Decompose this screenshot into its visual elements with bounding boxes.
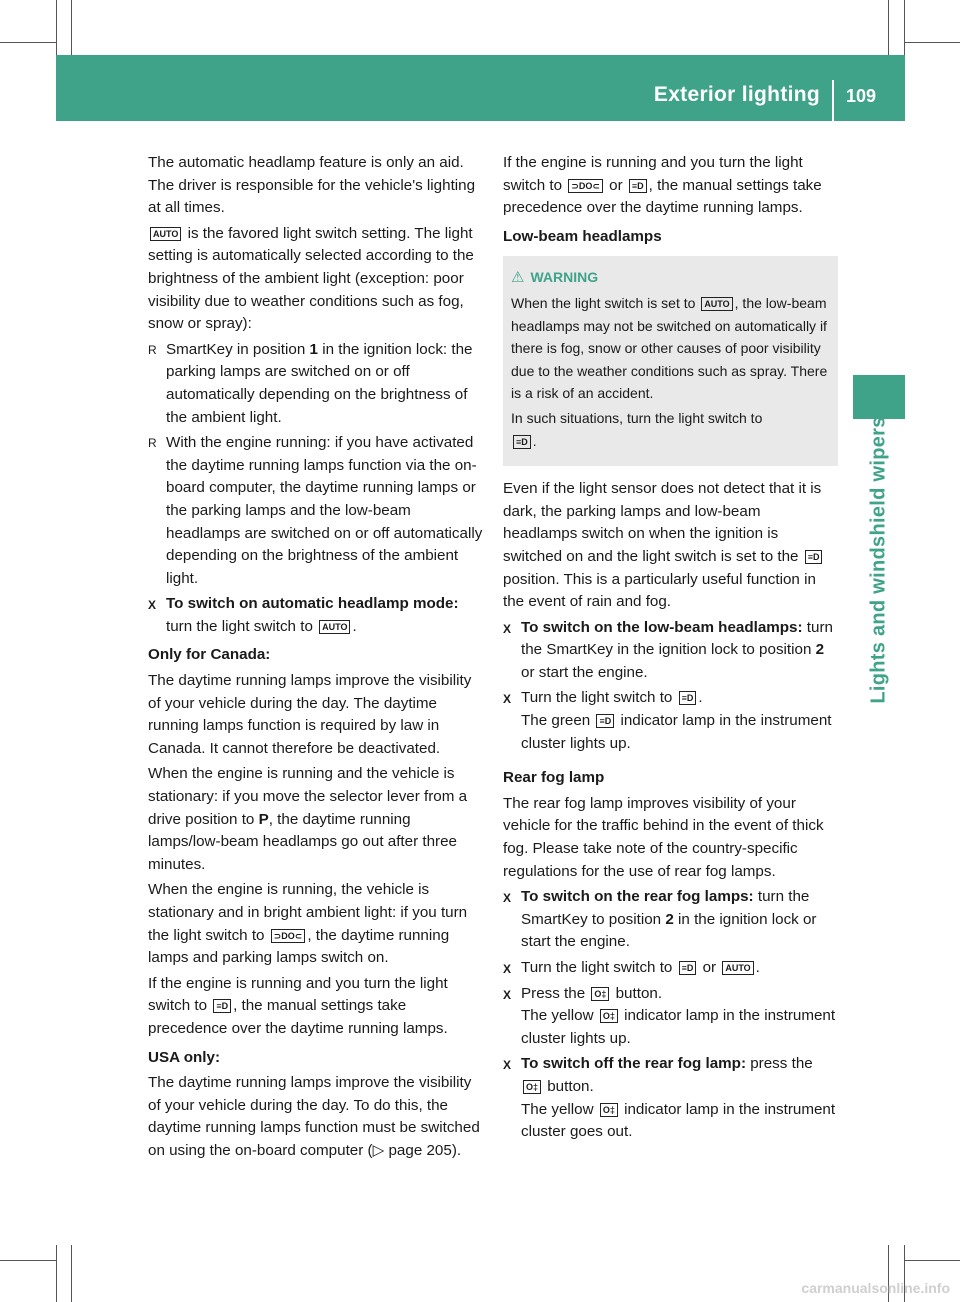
warning-text: In such situations, turn the light switch to ≡D . bbox=[511, 409, 763, 449]
paragraph: If the engine is running and you turn the light switch to ⊃DO⊂ or ≡D , the manual settings take precedence over the daytime running lamps. bbox=[503, 154, 822, 217]
crop-mark bbox=[888, 0, 889, 56]
auto-icon: AUTO bbox=[722, 961, 753, 975]
page-title: Exterior lighting bbox=[653, 83, 820, 106]
crop-mark bbox=[56, 1245, 57, 1302]
warning-text: When the light switch is set to AUTO , the low-beam headlamps may not be switched on automatically if there is fog, snow or other causes of poor visibility due to the weather conditions such as spray. There is a risk of an accident. bbox=[511, 294, 828, 402]
crop-mark bbox=[904, 0, 905, 56]
low-beam-icon: ≡D bbox=[513, 435, 531, 449]
crop-mark bbox=[0, 42, 56, 43]
low-beam-icon: ≡D bbox=[629, 179, 647, 193]
paragraph: The automatic headlamp feature is only an aid. The driver is responsible for the vehicle's lighting at all times. bbox=[148, 154, 476, 217]
fog-lamp-icon: O‡ bbox=[600, 1009, 618, 1023]
fog-lamp-icon: O‡ bbox=[591, 987, 609, 1001]
instruction: X To switch off the rear fog lamp: press the O‡ button. The yellow O‡ indicator lamp in the instrument cluster goes out. bbox=[503, 1055, 836, 1141]
page-reference[interactable]: ▷ page 205). bbox=[372, 1141, 462, 1159]
crop-mark bbox=[71, 1245, 72, 1302]
watermark: carmanualsonline.info bbox=[801, 1280, 950, 1296]
arrow-icon: X bbox=[503, 962, 512, 976]
instruction: X To switch on the rear fog lamps: turn the SmartKey to position 2 in the ignition lock or start the engine. bbox=[503, 888, 817, 951]
left-column bbox=[148, 152, 483, 1166]
paragraph: When the engine is running, the vehicle is stationary and in bright ambient light: if you turn the light switch to ⊃DO⊂ , the daytime running lamps and parking lamps switch on. bbox=[148, 881, 468, 967]
parking-lamp-icon: ⊃DO⊂ bbox=[568, 179, 603, 193]
arrow-icon: X bbox=[503, 891, 512, 906]
warning-box bbox=[503, 256, 838, 466]
list-item: R SmartKey in position 1 in the ignition lock: the parking lamps are switched on or off automatically depending on the brightness of the ambient light. bbox=[148, 340, 473, 426]
low-beam-icon: ≡D bbox=[805, 550, 823, 564]
parking-lamp-icon: ⊃DO⊂ bbox=[271, 929, 306, 943]
right-column bbox=[503, 152, 838, 1147]
crop-mark bbox=[0, 1260, 56, 1261]
paragraph: The daytime running lamps improve the visibility of your vehicle during the day. The daytime running lamps function is required by law in Canada. It cannot therefore be deactivated. bbox=[148, 672, 472, 757]
low-beam-icon: ≡D bbox=[679, 961, 697, 975]
list-item: R With the engine running: if you have activated the daytime running lamps function via the on-board computer, the daytime running lamps or the parking lamps and the low-beam headlamps are switched on or off automatically depending on the brightness of the ambient light. bbox=[148, 434, 483, 587]
crop-mark bbox=[56, 0, 57, 56]
low-beam-icon: ≡D bbox=[679, 691, 697, 705]
fog-lamp-icon: O‡ bbox=[523, 1080, 541, 1094]
instruction: X Press the O‡ button. The yellow O‡ indicator lamp in the instrument cluster lights up. bbox=[503, 984, 836, 1047]
paragraph: When the engine is running and the vehicle is stationary: if you move the selector lever from a drive position to P, the daytime running lamps/low-beam headlamps go out after three minutes. bbox=[148, 765, 468, 873]
header-divider bbox=[832, 80, 834, 121]
arrow-icon: X bbox=[503, 1058, 512, 1073]
crop-mark bbox=[71, 0, 72, 56]
crop-mark bbox=[905, 42, 960, 43]
crop-mark bbox=[905, 1260, 960, 1261]
side-tab bbox=[853, 375, 905, 419]
warning-title: WARNING bbox=[530, 269, 599, 286]
instruction: X Turn the light switch to ≡D or AUTO . bbox=[503, 957, 838, 980]
paragraph: Even if the light sensor does not detect that it is dark, the parking lamps and low-beam headlamps switch on when the ignition is switched on and the light switch is set to the ≡D position. This is a particularly useful function in the event of rain and fog. bbox=[503, 480, 822, 611]
auto-icon: AUTO bbox=[701, 297, 732, 311]
instruction: X To switch on the low-beam headlamps: turn the SmartKey in the ignition lock to position 2 or start the engine. bbox=[503, 618, 833, 681]
page-number: 109 bbox=[846, 86, 877, 106]
warning-icon: ⚠ bbox=[511, 269, 525, 287]
section-heading: USA only: bbox=[148, 1048, 220, 1066]
bullet-icon: R bbox=[148, 342, 157, 357]
instruction: X Turn the light switch to ≡D . The green ≡D indicator lamp in the instrument cluster lights up. bbox=[503, 689, 832, 752]
instruction: X To switch on automatic headlamp mode: turn the light switch to AUTO . bbox=[148, 595, 459, 635]
section-heading: Only for Canada: bbox=[148, 646, 271, 664]
paragraph: The rear fog lamp improves visibility of your vehicle for the traffic behind in the event of thick fog. Please take note of the country-specific regulations for the use of rear fog lamps. bbox=[503, 794, 824, 880]
low-beam-icon: ≡D bbox=[596, 714, 614, 728]
section-heading: Low-beam headlamps bbox=[503, 227, 662, 245]
arrow-icon: X bbox=[503, 987, 512, 1002]
arrow-icon: X bbox=[503, 621, 512, 636]
bullet-icon: R bbox=[148, 436, 157, 451]
paragraph: AUTO is the favored light switch setting. The light setting is automatically selected according to the brightness of the ambient light (exception: poor visibility due to weather conditions such as fog, snow or spray): bbox=[148, 224, 474, 333]
fog-lamp-icon: O‡ bbox=[600, 1103, 618, 1117]
auto-icon: AUTO bbox=[319, 620, 350, 634]
auto-icon: AUTO bbox=[150, 227, 181, 241]
arrow-icon: X bbox=[148, 598, 157, 613]
section-heading: Rear fog lamp bbox=[503, 769, 605, 787]
arrow-icon: X bbox=[503, 692, 512, 707]
paragraph: The daytime running lamps improve the visibility of your vehicle during the day. To do this, the daytime running lamps function must be switched on using the on-board computer (▷ page 205). bbox=[148, 1074, 480, 1159]
section-label: Lights and windshield wipers bbox=[867, 416, 890, 704]
paragraph: If the engine is running and you turn the light switch to ≡D , the manual settings take precedence over the daytime running lamps. bbox=[148, 974, 448, 1037]
low-beam-icon: ≡D bbox=[213, 999, 231, 1013]
